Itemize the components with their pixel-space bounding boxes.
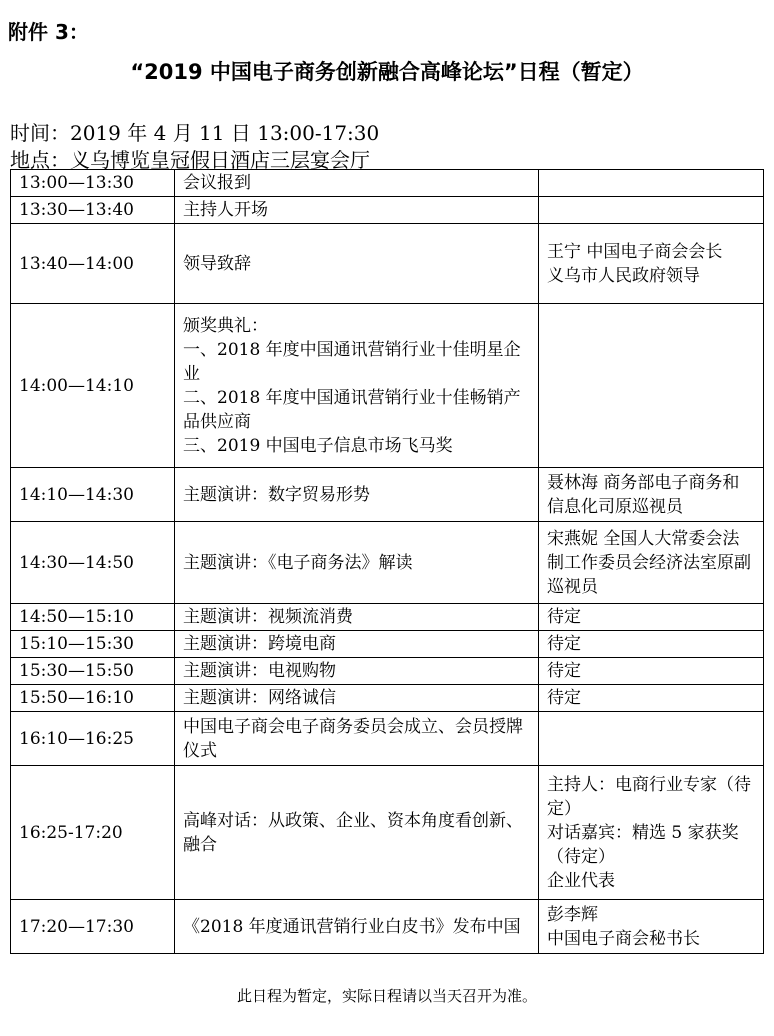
table-row	[11, 604, 764, 631]
speaker-line: 待定	[547, 607, 581, 627]
time-cell: 15:10—15:30	[11, 631, 175, 658]
agenda-item-line: 主题演讲：《电子商务法》解读	[183, 552, 413, 573]
agenda-item-line: 三、2019 中国电子信息市场飞马奖	[183, 435, 453, 456]
table-row	[11, 712, 764, 766]
time-cell: 15:50—16:10	[11, 685, 175, 712]
time-cell: 13:30—13:40	[11, 197, 175, 224]
agenda-item-line: 一、2018 年度中国通讯营销行业十佳明星企业	[183, 339, 521, 384]
speaker-line: 待定	[547, 661, 581, 681]
time-cell: 14:10—14:30	[11, 468, 175, 522]
table-row	[11, 685, 764, 712]
table-row	[11, 658, 764, 685]
agenda-item-line: 主题演讲：跨境电商	[183, 634, 336, 654]
time-cell: 16:25-17:20	[11, 766, 175, 900]
page-title: “2019 中国电子商务创新融合高峰论坛”日程（暂定）	[130, 60, 644, 84]
agenda-item-cell	[175, 685, 539, 712]
agenda-item-cell	[175, 468, 539, 522]
agenda-item-line: 高峰对话：从政策、企业、资本角度看创新、融合	[183, 810, 523, 855]
time-cell: 16:10—16:25	[11, 712, 175, 766]
agenda-item-line: 主题演讲：电视购物	[183, 661, 336, 681]
time-cell: 14:50—15:10	[11, 604, 175, 631]
agenda-item-cell	[175, 631, 539, 658]
time-cell: 17:20—17:30	[11, 900, 175, 954]
agenda-item-line: 颁奖典礼：	[183, 315, 268, 336]
speaker-line: 中国电子商会秘书长	[547, 928, 700, 949]
speaker-cell	[539, 631, 764, 658]
agenda-item-line: 主题演讲：视频流消费	[183, 607, 353, 627]
speaker-line: 对话嘉宾：精选 5 家获奖（待定）	[547, 822, 739, 867]
speaker-line: 待定	[547, 634, 581, 654]
footer-note: 此日程为暂定，实际日程请以当天召开为准。	[236, 987, 537, 1005]
agenda-item-cell	[175, 604, 539, 631]
speaker-line: 待定	[547, 688, 581, 708]
time-cell: 14:30—14:50	[11, 522, 175, 604]
event-time: 时间：2019 年 4 月 11 日 13:00-17:30	[10, 121, 380, 145]
agenda-item-cell	[175, 170, 539, 197]
time-cell: 15:30—15:50	[11, 658, 175, 685]
agenda-item-cell	[175, 658, 539, 685]
speaker-cell	[539, 658, 764, 685]
table-row	[11, 631, 764, 658]
attachment-label: 附件 3：	[8, 20, 89, 44]
table-row	[11, 522, 764, 604]
speaker-cell	[539, 224, 764, 304]
event-place: 地点：义乌博览皇冠假日酒店三层宴会厅	[10, 148, 370, 172]
agenda-item-cell	[175, 900, 539, 954]
table-row	[11, 170, 764, 197]
speaker-cell	[539, 900, 764, 954]
agenda-item-line: 《2018 年度通讯营销行业白皮书》发布中国	[183, 916, 521, 937]
agenda-item-line: 主持人开场	[183, 200, 268, 220]
speaker-cell	[539, 522, 764, 604]
table-row	[11, 224, 764, 304]
agenda-item-cell	[175, 522, 539, 604]
agenda-item-cell	[175, 197, 539, 224]
speaker-line: 企业代表	[547, 870, 615, 891]
agenda-item-line: 领导致辞	[183, 253, 251, 274]
table-row	[11, 468, 764, 522]
speaker-cell	[539, 468, 764, 522]
speaker-line: 主持人：电商行业专家（待定）	[547, 774, 751, 819]
agenda-item-line: 主题演讲：网络诚信	[183, 688, 336, 708]
agenda-item-line: 中国电子商会电子商务委员会成立、会员授牌仪式	[183, 716, 523, 761]
table-row	[11, 900, 764, 954]
time-cell: 14:00—14:10	[11, 304, 175, 468]
table-row	[11, 766, 764, 900]
speaker-line: 聂林海 商务部电子商务和信息化司原巡视员	[547, 472, 740, 517]
speaker-line: 义乌市人民政府领导	[547, 265, 700, 286]
agenda-item-cell	[175, 766, 539, 900]
speaker-cell	[539, 685, 764, 712]
table-row	[11, 304, 764, 468]
speaker-cell	[539, 766, 764, 900]
agenda-item-cell	[175, 224, 539, 304]
speaker-cell	[539, 712, 764, 766]
time-cell: 13:00—13:30	[11, 170, 175, 197]
agenda-item-cell	[175, 304, 539, 468]
speaker-line: 彭李辉	[547, 904, 598, 925]
speaker-line: 宋燕妮 全国人大常委会法制工作委员会经济法室原副巡视员	[547, 528, 751, 597]
agenda-item-line: 会议报到	[183, 173, 251, 193]
agenda-item-line: 二、2018 年度中国通讯营销行业十佳畅销产品供应商	[183, 387, 521, 432]
agenda-item-cell	[175, 712, 539, 766]
agenda-item-line: 主题演讲：数字贸易形势	[183, 484, 370, 505]
schedule-table	[10, 169, 764, 954]
speaker-cell	[539, 304, 764, 468]
speaker-cell	[539, 170, 764, 197]
speaker-cell	[539, 604, 764, 631]
speaker-line: 王宁 中国电子商会会长	[547, 241, 723, 262]
time-cell: 13:40—14:00	[11, 224, 175, 304]
speaker-cell	[539, 197, 764, 224]
table-row	[11, 197, 764, 224]
